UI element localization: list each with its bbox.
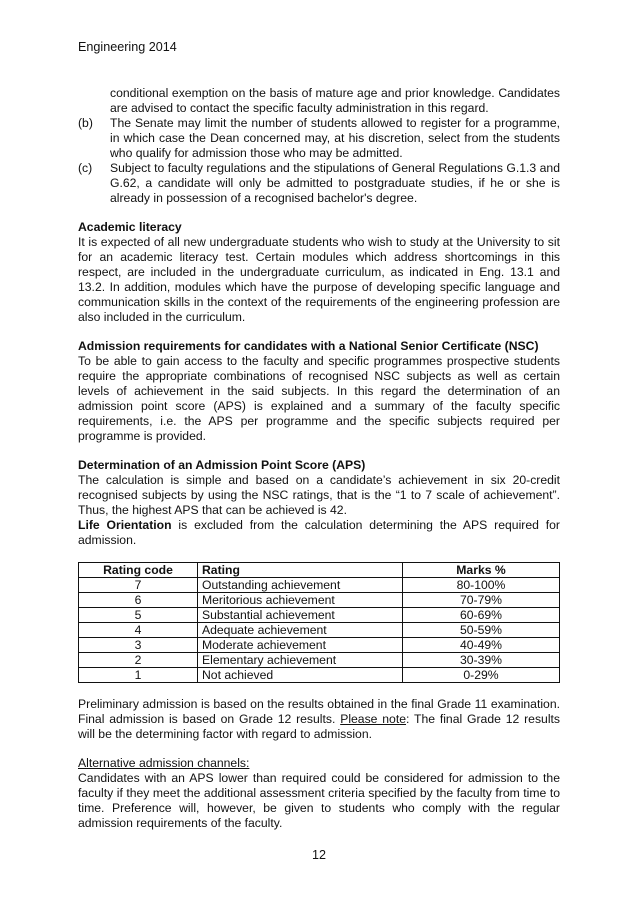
table-row — [79, 623, 560, 638]
section-heading: Admission requirements for candidates with a National Senior Certificate (NSC) — [78, 339, 539, 353]
list-item-label: (c) — [78, 161, 93, 175]
section-body: The calculation is simple and based on a candidate’s achievement in six 20-credit recognised subjects by using the NSC ratings, that is the “1 to 7 scale of achievement”. Thus, the highest APS that can be achieved is 42. — [78, 473, 560, 517]
marks-cell: 30-39% — [403, 653, 560, 668]
rating-code-cell: 6 — [79, 593, 198, 608]
preliminary-text: Preliminary admission is based on the results obtained in the final Grade 11 examination. Final admission is based on Grade 12 results. — [78, 697, 560, 726]
marks-cell: 0-29% — [403, 668, 560, 683]
section-heading: Determination of an Admission Point Score (APS) — [78, 458, 366, 472]
preliminary-admission-paragraph — [78, 697, 560, 742]
table-row — [79, 593, 560, 608]
column-header: Rating code — [79, 563, 198, 578]
rating-cell: Not achieved — [198, 668, 403, 683]
rating-cell: Meritorious achievement — [198, 593, 403, 608]
marks-cell: 60-69% — [403, 608, 560, 623]
rating-code-cell: 7 — [79, 578, 198, 593]
rating-code-cell: 1 — [79, 668, 198, 683]
column-header: Marks % — [403, 563, 560, 578]
rating-code-cell: 2 — [79, 653, 198, 668]
rating-code-cell: 3 — [79, 638, 198, 653]
table-row — [79, 668, 560, 683]
marks-cell: 80-100% — [403, 578, 560, 593]
section-body: Candidates with an APS lower than required could be considered for admission to the faculty if they meet the additional assessment criteria specified by the faculty from time to time. Preference will, however, be given to students who comply with the regular admission requirements of the faculty. — [78, 771, 560, 830]
page-body — [78, 86, 560, 831]
academic-literacy-section — [78, 220, 560, 325]
table-header-row — [79, 563, 560, 578]
column-header: Rating — [198, 563, 403, 578]
marks-cell: 50-59% — [403, 623, 560, 638]
section-body: It is expected of all new undergraduate students who wish to study at the University to sit for an academic literacy test. Certain modules which address shortcomings in this respect, are included in the undergraduate curriculum, as indicated in Eng. 13.1 and 13.2. In addition, modules which have the purpose of developing specific language and communication skills in the context of the requirements of the engineering profession are also included in the curriculum. — [78, 235, 560, 324]
rating-code-cell: 4 — [79, 623, 198, 638]
table-row — [79, 638, 560, 653]
rating-cell: Adequate achievement — [198, 623, 403, 638]
preliminary-note-text: : The final Grade 12 results will be the determining factor with regard to admission. — [78, 712, 561, 741]
rating-code-cell: 5 — [79, 608, 198, 623]
list-item-text: Subject to faculty regulations and the stipulations of General Regulations G.1.3 and G.62, a candidate will only be admitted to postgraduate studies, if he or she is already in possession of a recognised bachelor's degree. — [110, 161, 560, 205]
list-item-c — [78, 161, 560, 206]
section-heading: Alternative admission channels: — [78, 756, 250, 770]
marks-cell: 70-79% — [403, 593, 560, 608]
list-item-label: (b) — [78, 116, 93, 130]
page-number: 12 — [311, 848, 326, 862]
list-item-text: The Senate may limit the number of students allowed to register for a programme, in which case the Dean concerned may, at his discretion, select from the students who qualify for admission those who may be admitted. — [110, 116, 560, 160]
alternative-admission-section — [78, 756, 560, 831]
table-row — [79, 578, 560, 593]
section-heading: Academic literacy — [78, 220, 182, 234]
rating-cell: Outstanding achievement — [198, 578, 403, 593]
table-row — [79, 653, 560, 668]
rating-cell: Moderate achievement — [198, 638, 403, 653]
rating-table — [78, 562, 560, 683]
aps-section — [78, 458, 560, 548]
table-row — [79, 608, 560, 623]
life-orientation-label: Life Orientation — [78, 518, 172, 532]
intro-continuation: conditional exemption on the basis of mature age and prior knowledge. Candidates are advised to contact the specific faculty administration in this regard. — [110, 86, 560, 115]
section-body: To be able to gain access to the faculty and specific programmes prospective students require the appropriate combinations of recognised NSC subjects as well as certain levels of achievement in the said subjects. In this regard the determination of an admission point score (APS) is explained and a summary of the faculty specific requirements, i.e. the APS per programme and the specific subjects required per programme is provided. — [78, 354, 560, 443]
please-note-label: Please note — [340, 712, 407, 726]
running-header: Engineering 2014 — [78, 40, 177, 54]
rating-cell: Substantial achievement — [198, 608, 403, 623]
life-orientation-note — [78, 518, 560, 548]
list-item-b — [78, 116, 560, 161]
marks-cell: 40-49% — [403, 638, 560, 653]
nsc-section — [78, 339, 560, 444]
rating-cell: Elementary achievement — [198, 653, 403, 668]
life-orientation-text: is excluded from the calculation determining the APS required for admission. — [78, 518, 560, 547]
